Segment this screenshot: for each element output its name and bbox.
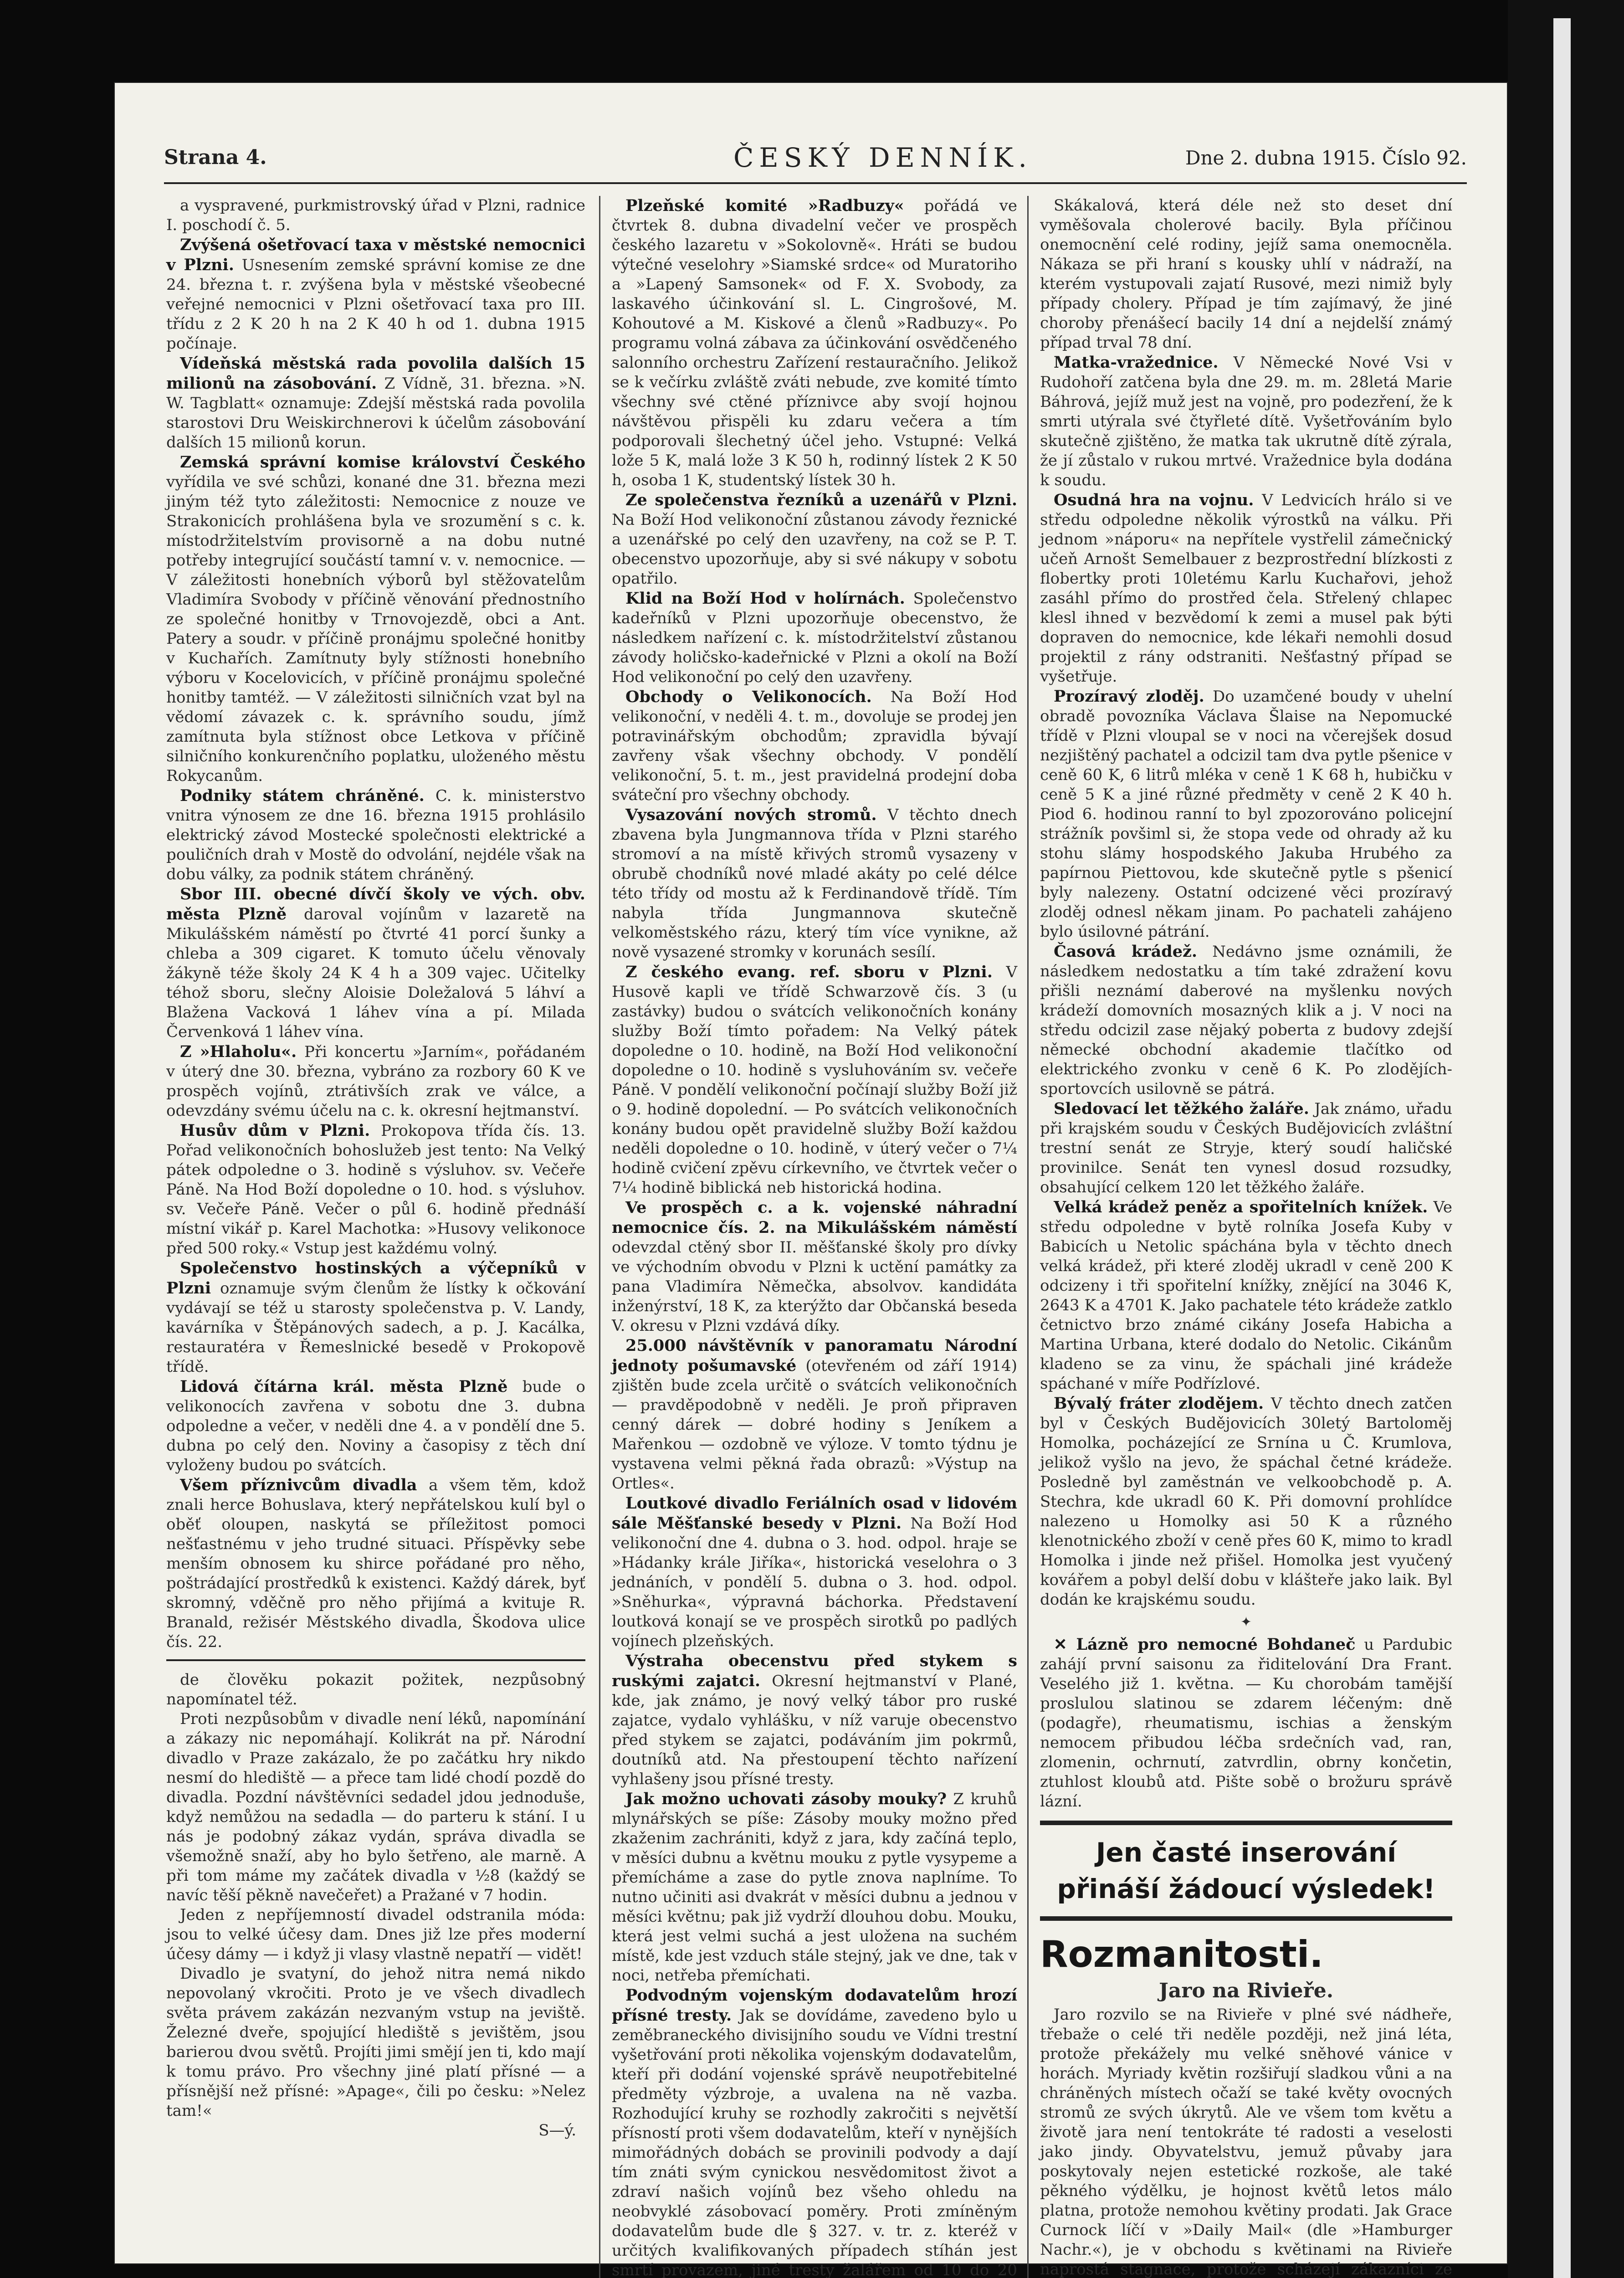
headline: Loutkové divadlo Feriálních osad v lidovém sále Měšťanské besedy v Plzni.: [612, 1494, 1017, 1533]
article-text: Usnesením zemské správní komise ze dne 24. března t. r. zvýšena byla v městské všeobecné veřejné nemocnici v Plzni ošetřovací taxa pro III. třídu z 2 K 20 h na 2 K 40 h od 1. dubna 1915 počínaje.: [166, 256, 585, 353]
headline: Husův dům v Plzni.: [180, 1121, 370, 1140]
article-subheading: Jaro na Rivieře.: [1158, 1979, 1334, 2002]
headline: Plzeňské komité »Radbuzy«: [625, 196, 904, 215]
column-1: [166, 196, 585, 2140]
article-text: Při koncertu »Jarním«, pořádaném v úterý dne 30. března, vybráno za rozbory 60 K ve prospěch vojínů, ztrátivších zrak ve válce, a odevzdány svému účelu na c. k. okresní hejtmanství.: [166, 1043, 585, 1120]
headline: Obchody o Velikonocích.: [625, 688, 872, 706]
article-text: Jak se dovídáme, zavedeno bylo u zeměbraneckého divisijního soudu ve Vídni trestní vyšetřování proti několika vojenským dodavatelům, kteří při dodání vojenské správě neupotřebitelné předměty výzbroje, a uvalena na ně vazba. Rozhodující kruhy se rozhodly zakročiti s největší přísností proti všem dodavatelům, kteří v nynějších mimořádných dobách se provinili podvody a dají tím znáti svým cynickou nesvědomitost život a zdraví našich vojínů bez všeho ohledu na neobvyklé zásobovací poměry. Proti zmíněným dodavatelům bude dle § 327. v. tr. z. kteréž v určitých kvalifikovaných případech stíhán jest smrtí provazem, jiné tresty žalářem od 10 do 20: [612, 2006, 1017, 2278]
article-27: [1040, 942, 1452, 1099]
article-text: V těchto dnech zbavena byla Jungmannova třída v Plzni starého stromoví a na místě křivých stromů vysazeny v obrubě chodníků nové mladé akáty po celé délce této třídy od mostu až k Ferdinandově třídě. Tím nabyla třída Jungmannova skutečně velkoměstského rázu, který tím více vynikne, až nově vysazené stromky v korunách sesílí.: [612, 806, 1018, 961]
page-number: Strana 4.: [164, 146, 267, 169]
headline: Z »Hlaholu«.: [180, 1042, 297, 1061]
separator-ornament: ✦: [1240, 1614, 1252, 1630]
article-10: [166, 1475, 585, 1652]
article-12: [612, 490, 1017, 589]
article-26: [1040, 687, 1452, 942]
headline: Podvodným vojenským dodavatelům hrozí přísné tresty.: [612, 1986, 1017, 2025]
headline: Z českého evang. ref. sboru v Plzni.: [625, 963, 993, 981]
article-13: [612, 589, 1017, 687]
article-text: odevzdal ctěný sbor II. měšťanské školy pro dívky ve východním obvodu v Plzni k uctění památky za pana Vladimíra Němečka, absolvov. kandidáta inženýrství, 18 K, za kterýžto dar Občanská beseda V. okresu v Plzni vzdává díky.: [612, 1238, 1017, 1335]
article-22: [612, 1986, 1017, 2278]
column-3: [1027, 196, 1452, 2278]
article-16: [612, 962, 1017, 1198]
headline: Bývalý fráter zlodějem.: [1054, 1394, 1264, 1413]
headline: Jak možno uchovati zásoby mouky?: [625, 1790, 947, 1808]
headline: Všem příznivcům divadla: [180, 1476, 417, 1494]
article-text: V Ledvicích hrálo si ve středu odpoledne několik výrostků na válku. Při jednom »náporu« na nepřítele vystřelil zámečnický učeň Arnošt Semelbauer z bezprostřední blízkosti z flobertky proti 10letému Karlu Kuchařovi, jehož zasáhl přímo do prostřed čela. Střelený chlapec klesl ihned v bezvědomí k zemi a musel pak býti dopraven do nemocnice, kde lékaři nemohli dosud projektil z rány odstraniti. Nešťastný případ se vyšetřuje.: [1040, 491, 1453, 686]
headline: Velká krádež peněz a spořitelních knížek.: [1054, 1198, 1428, 1216]
article-21: [612, 1789, 1017, 1986]
section-title: Rozmanitosti.: [1040, 1933, 1323, 1975]
headline: Prozíravý zloděj.: [1054, 687, 1204, 706]
feuilleton-text: Jeden z nepříjemností divadel odstranila móda: jsou to velké účesy dam. Dnes již lze přes moderní účesy dámy — i když ji vlasy vlastně nepatří — vidět!: [166, 1906, 585, 1963]
article-text: u Pardubic zahájí první saisonu za řiditelování Dra Frant. Veselého již 1. května. — Ku chorobám tamější proslulou slatinou se zdarem léčeným: dně (podagře), rheumatismu, ischias a ženským nemocem přibudou léčba srdečních vad, ran, zlomenin, ochrnutí, zatvrdlin, obrny končetin, ztuhlost kloubů atd. Pište sobě o brožuru správě lázní.: [1040, 1636, 1453, 1811]
article-18: [612, 1336, 1017, 1493]
article-text: Z Vídně, 31. března. »N. W. Tagblatt« oznamuje: Zdejší městská rada povolila starostovi Dru Weiskirchnerovi k účelům zásobování dalších 15 milionů korun.: [166, 375, 586, 451]
headline: 25.000 návštěvník v panoramatu Národní jednoty pošumavské: [612, 1336, 1017, 1375]
article-text: (otevřeném od září 1914) zjištěn bude zcela určitě o svátcích velikonočních — pravděpodobně v neděli. Je proň připraven cenný dárek — dobré hodiny s Jeníkem a Mařenkou — ozdobně ve výloze. V tomto týdnu je vystavena velmi pěkná řada obrazů: »Výstup na Ortles«.: [612, 1357, 1017, 1493]
headline: Matka-vražednice.: [1054, 353, 1219, 372]
article-2: [166, 354, 585, 452]
headline: Osudná hra na vojnu.: [1054, 491, 1254, 509]
article-text: Na Boží Hod velikonoční zůstanou závody řeznické a uzenářské po celý den uzavřeny, na což se P. T. obecenstvo upozorňuje, aby si své nákupy v sobotu opatřilo.: [612, 511, 1017, 588]
article-19: [612, 1493, 1017, 1651]
advert-text: [1040, 1635, 1452, 1811]
headline: Zemská správní komise království Českého: [180, 453, 585, 472]
headline: Lidová čítárna král. města Plzně: [180, 1377, 508, 1396]
article-8: [166, 1258, 585, 1377]
article-text: Okresní hejtmanství v Plané, kde, jak známo, je nový velký tábor pro ruské zajatce, vydalo vyhlášku, v níž varuje obecenstvo před stykem se zajatci, podáváním jim pokrmů, doutníků atd. Na přestoupení těchto nařízení vyhlašeny jsou přísné tresty.: [612, 1672, 1017, 1788]
article-text: Na Boží Hod velikonoční, v neděli 4. t. m., dovoluje se prodej jen potravinářským obchodům; zpravidla bývají zavřeny však všechny obchody. V pondělí velikonoční, 5. t. m., jest pravidelná prodejní doba sváteční pro všechny obchody.: [612, 688, 1017, 804]
headline: Vídeňská městská rada povolila dalších 15 milionů na zásobování.: [166, 354, 585, 393]
article-25: [1040, 490, 1452, 687]
article-15: [612, 805, 1017, 962]
article-text: Do uzamčené boudy v uhelní obradě povozníka Václava Šlaise na Nepomucké třídě v Plzni vloupal se v noci na včerejšek dosud nezjištěný pachatel a odcizil tam dva pytle pšenice v ceně 60 K, 6 litrů mléka v ceně 1 K 68 h, hubičku v ceně 5 K a jiné různé předměty v ceně 2 K 40 h. Piod 6. hodinou ranní to byl zpozorováno policejní strážník povšiml si, že stopa vede od ohrady až ku stohu slámy hospodského Jakuba Hrubého za papírnou Piettovou, kde skutečně pytle s pšenicí byly nalezeny. Ostatní odcizené věci prozíravý zloděj odnesl někam jinam. Po pachateli zahájeno bylo úsilovné pátrání.: [1040, 688, 1453, 941]
article-6: [166, 1042, 585, 1121]
article-9: [166, 1377, 585, 1475]
article-4: [166, 786, 585, 884]
article-text: oznamuje svým členům že lístky k očkování vydávají se též u starosty společenstva p. V. Landy, kavárníka v Štěpánových sadech, a p. J. Kacálka, restauratéra v Řemeslnické besedě v Prokopově třídě.: [166, 1279, 586, 1376]
column-2: [599, 196, 1017, 2278]
article-text: V Německé Nové Vsi v Rudohoří zatčena byla dne 29. m. m. 28letá Marie Báhrová, jejíž muž jest na vojně, pro podezření, že k smrti utýrala své čtyřleté dítě. Vyšetřováním bylo skutečně zjištěno, že matka tak ukrutně dítě zýrala, že jí zůstalo v rukou mrtvé. Vražednice byla dodána k soudu.: [1040, 354, 1452, 489]
masthead: ČESKÝ DENNÍK.: [733, 142, 1032, 173]
article-text: Jak známo, uřadu při krajském soudu v Českých Budějovicích zvláštní trestní senát ze Stryje, který soudí haličské provinilce. Senát ten vynesl dosud rozsudky, obsahující celkem 120 let těžkého žaláře.: [1040, 1100, 1453, 1196]
article-text: pořádá ve čtvrtek 8. dubna divadelní večer ve prospěch českého lazaretu v »Sokolovně«. Hráti se budou výtečné veselohry »Siamské srdce« od Muratoriho a »Lapený Samsonek« od F. X. Svobody, za laskavého účinkování sl. L. Cingrošové, M. Kohoutové a M. Kiskové a členů »Radbuzy«. Po programu volná zábava za účinkování osvědčeného salonního orchestru Zařízení restauračního. Jelikož se k večírku zvláště zváti nebude, zve komité tímto všechny své ctěné příznivce aby svojí hojnou návštěvou přispěli ku zdaru večera a tím podporovali šlechetný účel jeho. Vstupné: Velká lože 5 K, malá lože 3 K 50 h, rodinný lístek 2 K 50 h, osoba 1 K, studentský lístek 30 h.: [612, 197, 1017, 489]
headline: Časová krádež.: [1054, 942, 1198, 961]
headline: Sledovací let těžkého žaláře.: [1054, 1099, 1309, 1118]
article-text: V těchto dnech zatčen byl v Českých Budějovicích 30letý Bartoloměj Homolka, pocházející ze Srnína u Č. Krumlova, jelikož vyšlo na jevo, že spáchal četné krádeže. Posledně byl zaměstnán ve velkoobchodě p. A. Stechra, kde ukradl 60 K. Při domovní prohlídce nalezeno u Homolky asi 50 K a různého klenotnického zboží v ceně přes 60 K, mimo to kradl Homolka i jinde než přišel. Homolka jest vyučený kovářem a pobyl delší dobu v klášteře jako laik. Byl dodán ke krajskému soudu.: [1040, 1395, 1452, 1609]
ad-line-1: Jen časté inserování: [1096, 1837, 1397, 1868]
headline: Společenstvo hostinských a výčepníků v Plzni: [166, 1259, 585, 1298]
author-signature: S—ý.: [538, 2121, 576, 2139]
article-24: [1040, 353, 1452, 490]
paragraph: Skákalová, která déle než sto deset dní vyměšovala cholerové bacily. Byla příčinou onemocnění celé rodiny, jejíž sama onemocněla. Nákaza se při hraní s kousky uhlí v nádraží, na kterém vystupovali zajatí Rusové, mezi nimiž byly případy cholery. Případ je tím zajímavý, že jiné choroby přenášecí bacily 14 dní a nejdelší známý případ trval 78 dní.: [1040, 196, 1452, 352]
feuilleton-text: Divadlo je svatyní, do jehož nitra nemá nikdo nepovolaný vkročiti. Proto je ve všech divadlech světa právem zakázán nezvaným vstup na jeviště. Železné dveře, spojující hlediště s jevištěm, jsou barierou dvou světů. Projíti jimi smějí jen ti, kdo mají k tomu právo. Pro všechny jiné platí přísné — a přísnější než přísné: »Apage«, čili po česku: »Nelez tam!«: [166, 1965, 585, 2120]
article-text: daroval vojínům v lazaretě na Mikulášském náměstí po čtvrté 41 porcí šunky a chleba a 309 cigaret. K tomuto účelu věnovaly žákyně téže školy 24 K 4 h a 309 vajec. Učitelky téhož sboru, slečny Aloisie Doležalová 5 láhví a Blažena Vacková 1 láhev vína a pí. Milada Červenková 1 láhev vína.: [166, 905, 585, 1041]
article-14: [612, 687, 1017, 805]
divider: [166, 1659, 585, 1661]
article-text: C. k. ministerstvo vnitra výnosem ze dne 16. března 1915 prohlásilo elektrický závod Mostecké společnosti elektrické a pouličních drah v Mostě do odvolání, nejdéle však na dobu války, za podnik státem chráněný.: [166, 787, 586, 883]
scan-edge: [1508, 0, 1624, 2278]
article-11: [612, 196, 1017, 490]
article-29: [1040, 1197, 1452, 1394]
headline: Sbor III. obecné dívčí školy ve vých. obv. města Plzně: [166, 885, 585, 924]
article-7: [166, 1121, 585, 1258]
headline: ✕ Lázně pro nemocné Bohdaneč: [1054, 1635, 1356, 1654]
article-text: bude o velikonocích zavřena v sobotu dne 3. dubna odpoledne a večer, v neděli dne 4. a v pondělí dne 5. dubna po celý den. Noviny a časopisy z těch dní vyloženy budou po svátcích.: [166, 1378, 586, 1474]
ad-line-2: přináší žádoucí výsledek!: [1057, 1873, 1435, 1904]
advertisement-banner: [1040, 1821, 1452, 1921]
article-text: Z kruhů mlynářských se píše: Zásoby mouky možno před zkaženim zachrániti, když z jara, kdy začíná teplo, v měsíci dubnu a květnu mouku z pytle vysypeme a přemícháme a zase do pytle znova naplníme. To nutno učiniti asi dvakrát v měsíci dubnu a jednou v měsíci květnu; pak již vydrží dlouhou dobu. Mouku, která jest velmi suchá a jest uložena na suchém místě, kde jest vzduch stále stejný, jak ve dne, tak v noci, netřeba přemíchati.: [612, 1790, 1017, 1985]
article-28: [1040, 1099, 1452, 1197]
article-20: [612, 1651, 1017, 1789]
article-3: [166, 452, 585, 786]
article-text: a všem těm, kdož znali herce Bohuslava, který nepřátelskou kulí byl o oběť oloupen, naskytá se příležitost pomoci nešťastnému v jeho trudné situaci. Příspěvky sebe menším obnosem ku shirce pořádané pro něho, poštrádající prostředků k existenci. Každý dárek, byť skromný, vděčně pro něho přijímá a kvituje R. Branald, režisér Městského divadla, Škodova ulice čís. 22.: [166, 1476, 586, 1651]
headline: Vysazování nových stromů.: [625, 806, 877, 824]
article-1: [166, 235, 585, 354]
article-text: Prokopova třída čís. 13. Pořad velikonočních bohoslužeb jest tento: Na Velký pátek odpoledne o 3. hodině s výsluhov. sv. Večeře Páně. Na Hod Boží dopoledne o 10. hod. s výsluhov. sv. Večeře Páně. Večer o půl 6. hodině přednáší místní vikář p. Karel Machotka: »Husovy velikonoce před 500 roky.« Vstup jest každému volný.: [166, 1122, 585, 1257]
article-17: [612, 1198, 1017, 1336]
headline: Zvýšená ošetřovací taxa v městské nemocnici v Plzni.: [166, 236, 585, 274]
article-text: Nedávno jsme oznámili, že následkem nedostatku a tím také zdražení kovu přišli neznámí daberové na myšlenku nových krádeží domovních mosazných klik a j. V noci na středu odcizil zase nějaký pobertа z budovy zdejší německé obchodní akademie tlačítko od elektrického zvonku v ceně 6 K. Po zlodějích-sportovcích usilovně se pátrá.: [1040, 943, 1452, 1098]
article-text: Jaro rozvilo se na Rivieře v plné své nádheře, třebaže o celé tři neděle později, než jiná léta, protože překážely mu velké sněhové vánice v horách. Myriady květin rozšiřují sladkou vůni a na chráněných místech očaží se také květy ovocných stromů ze svých úkrytů. Ale ve všem tom květu a životě jara není tentokráte té radosti a veselosti jako jindy. Obyvatelstvu, jemuž půvaby jara poskytovaly nejen estetické rozkoše, ale také pěkného výdělku, je hojnost květů letos málo platna, protože nemohou květiny prodati. Jak Grace Curnock líčí v »Daily Mail« (dle »Hamburger Nachr.«), je v obchodu s květinami na Rivieře naprostá stagnace, protože scházejí zákazníci ze: [1040, 2006, 1452, 2278]
article-text: Na Boží Hod velikonoční dne 4. dubna o 3. hod. odpol. hraje se »Hádanky krále Jiříka«, historická veselohra o 3 jednáních, v pondělí 5. dubna o 3. hod. odpol. »Sněhurka«, výpravná báchorka. Představení loutková konají se ve prospěch sirotků po padlých vojínech plzeňských.: [612, 1514, 1018, 1650]
article-30: [1040, 1394, 1452, 1610]
paragraph: a vyspravené, purkmistrovský úřad v Plzni, radnice I. poschodí č. 5.: [166, 196, 585, 234]
feuilleton-text: de člověku pokazit požitek, nezpůsobný napomínatel též.: [166, 1671, 585, 1708]
headline: Ve prospěch c. a k. vojenské náhradní nemocnice čís. 2. na Mikulášském náměstí: [612, 1198, 1017, 1237]
headline: Výstraha obecenstvu před stykem s ruskými zajatci.: [612, 1652, 1017, 1690]
headline: Podniky státem chráněné.: [180, 786, 425, 805]
page-header: [164, 137, 1467, 184]
article-text: Společenstvo kadeřníků v Plzni upozorňuje obecenstvo, že následkem nařízení c. k. místodržitelství zůstanou závody holičsko-kadeřnické v Plzni a okolí na Boží Hod velikonoční po celý den uzavřeny.: [612, 590, 1018, 686]
article-text: V Husově kapli ve třídě Schwarzově čís. 3 (u zastávky) budou o svátcích velikonočních konány služby Boží tímto pořadem: Na Velký pátek dopoledne o 10. hodině, na Boží Hod velikonoční dopoledne o 10. hodině s vysluhováním sv. večeře Páně. V pondělí velikonoční počínají služby Boží již o 9. hodině dopolední. — Po svátcích velikonočních konány budou opět pravidelně služby Boží každou neděli dopoledne o 10. hodině, v úterý večer o 7¼ hodině cvičení zpěvu církevního, ve čtvrtek večer o 7¼ hodině biblická neb historická hodina.: [612, 963, 1017, 1197]
issue-date: Dne 2. dubna 1915. Číslo 92.: [1185, 147, 1467, 169]
headline: Ze společenstva řezníků a uzenářů v Plzni.: [625, 491, 1017, 509]
newspaper-page: [114, 82, 1508, 2278]
article-text: Ve středu odpoledne v bytě rolníka Josefa Kuby v Babicích u Netolic spáchána byla v těchto dnech velká krádež, při které zloděj ukradl v ceně 200 K odcizeny i tři spořitelní knížky, znějící na 3046 K, 2643 K a 4701 K. Jako pachatele této krádeže zatklo četnictvo brzo známé cikány Josefa Habicha a Martina Urbana, které dodalo do Netolic. Cikánům kladeno se za vinu, že spáchali jiné krádeže spáchané v míře Podřízlové.: [1040, 1198, 1453, 1393]
article-5: [166, 884, 585, 1042]
headline: Klid na Boží Hod v holírnách.: [625, 589, 905, 608]
article-text: vyřídila ve své schůzi, konané dne 31. března mezi jiným též tyto záležitosti: Nemocnice z nouze ve Strakonicích prohlášena byla ve srozumění s c. k. místodržitelstvím provisorně a na dobu nutné potřeby integrující součástí tamní v. v. nemocnice. — V záležitosti honebních výborů byl stěžovatelům Vladimíra Svobody v příčině věnování přednostního ze společné honitby v Trnovojezdě, obci a Ant. Patery a soudr. v příčině pronájmu společné honitby v Kuchařích. Zamítnuty byly stížnosti honebního výboru v Kocelovicích, v příčině pronájmu společné honitby tamtéž. — V záležitosti silničních vzat byl na vědomí závazek c. k. správního soudu, jímž zamítnuta byla stížnost obce Letkova v příčině silničního konkurenčního poplatku, uloženého městu Rokycanům.: [166, 473, 585, 785]
feuilleton-text: Proti nezpůsobům v divadle není léků, napomínání a zákazy nic nepomáhají. Kolikrát na př. Národní divadlo v Praze zakázalo, že po začátku hry nikdo nesmí do hlediště — a přece tam lidé chodí pozdě do divadla. Pozdní návštěvníci sedadel jdou jednoduše, když nemůžou na sedadla — do parteru k stání. I u nás je podobný zákaz vydán, správa divadla se všemožně snaží, aby ho bylo šetřeno, ale marně. A při tom máme my začátek divadla v ½8 (každý se navíc těší pěkně navečeřet) a Pražané v 7 hodin.: [166, 1710, 585, 1904]
